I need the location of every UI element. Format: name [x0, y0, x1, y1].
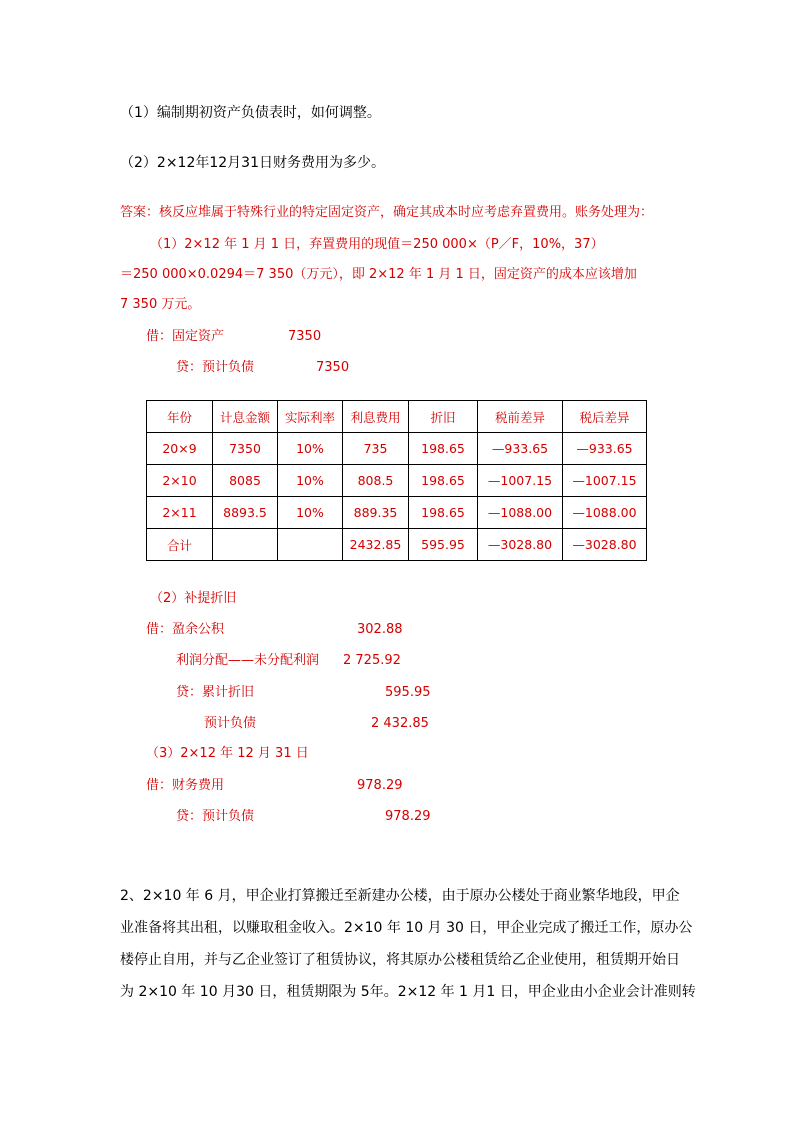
- table-cell: 889.35: [343, 497, 409, 529]
- answer-step1-line3: 7 350 万元。: [120, 297, 201, 312]
- table-cell: 198.65: [409, 497, 478, 529]
- step2-debit-amount: 302.88: [357, 622, 403, 637]
- step3-credit-label: 贷：预计负债: [176, 809, 255, 824]
- problem-2-paragraph: [120, 880, 696, 1008]
- table-cell: —1007.15: [563, 465, 647, 497]
- table-header: 年份: [147, 401, 213, 433]
- entry1-credit-label: 贷：预计负债: [176, 360, 255, 375]
- table-cell: 735: [343, 433, 409, 465]
- table-cell: [278, 529, 343, 561]
- table-cell: 2×10: [147, 465, 213, 497]
- step2-debit-label: 借：盈余公积: [146, 622, 225, 637]
- step2-debit2-amount: 2 725.92: [343, 653, 401, 668]
- table-cell: 7350: [213, 433, 278, 465]
- paragraph-line: 楼停止自用，并与乙企业签订了租赁协议，将其原办公楼租赁给乙企业使用，租赁期开始日: [120, 952, 680, 968]
- table-cell: 595.95: [409, 529, 478, 561]
- table-cell: 198.65: [409, 433, 478, 465]
- table-cell: 2432.85: [343, 529, 409, 561]
- step2-credit2-label: 预计负债: [204, 716, 257, 731]
- step3-debit-amount: 978.29: [357, 778, 403, 793]
- entry1-debit-label: 借：固定资产: [146, 329, 225, 344]
- step2-credit-label: 贷：累计折旧: [176, 685, 255, 700]
- table-header: 税后差异: [563, 401, 647, 433]
- table-row: [147, 433, 647, 465]
- table-cell: 198.65: [409, 465, 478, 497]
- table-cell: 8893.5: [213, 497, 278, 529]
- paragraph-line: 为 2×10 年 10 月30 日，租赁期限为 5年。2×12 年 1 月1 日，甲企业由小企业会计准则转: [120, 984, 696, 1000]
- step3-credit-amount: 978.29: [385, 809, 431, 824]
- table-cell: —3028.80: [478, 529, 563, 561]
- step2-debit2-label: 利润分配——未分配利润: [176, 653, 320, 668]
- step2-credit-amount: 595.95: [385, 685, 431, 700]
- table-header-row: [147, 401, 647, 433]
- answer-intro: 答案：核反应堆属于特殊行业的特定固定资产，确定其成本时应考虑弃置费用。账务处理为：: [120, 205, 654, 220]
- table-cell: —933.65: [563, 433, 647, 465]
- table-cell: [213, 529, 278, 561]
- table-cell: 808.5: [343, 465, 409, 497]
- question-1: （1）编制期初资产负债表时，如何调整。: [120, 105, 381, 121]
- table-cell: 合计: [147, 529, 213, 561]
- step3-debit-label: 借：财务费用: [146, 778, 225, 793]
- paragraph-line: 业准备将其出租，以赚取租金收入。2×10 年 10 月 30 日，甲企业完成了搬迁工作，原办公: [120, 920, 693, 936]
- table-cell: 10%: [278, 465, 343, 497]
- table-cell: —3028.80: [563, 529, 647, 561]
- table-total-row: [147, 529, 647, 561]
- entry1-debit-amount: 7350: [288, 329, 322, 344]
- table-header: 计息金额: [213, 401, 278, 433]
- step2-title: （2）补提折旧: [150, 591, 237, 606]
- table-cell: 20×9: [147, 433, 213, 465]
- table-cell: 2×11: [147, 497, 213, 529]
- table-header: 折旧: [409, 401, 478, 433]
- table-cell: —1007.15: [478, 465, 563, 497]
- table-cell: 10%: [278, 433, 343, 465]
- step3-title: （3）2×12 年 12 月 31 日: [146, 746, 309, 761]
- table-row: [147, 465, 647, 497]
- paragraph-line: 2、2×10 年 6 月，甲企业打算搬迁至新建办公楼，由于原办公楼处于商业繁华地段，甲企: [120, 888, 680, 904]
- table-cell: —1088.00: [478, 497, 563, 529]
- step2-credit2-amount: 2 432.85: [371, 716, 429, 731]
- entry1-credit-amount: 7350: [316, 360, 350, 375]
- table-cell: 8085: [213, 465, 278, 497]
- answer-step1-line1: （1）2×12 年 1 月 1 日，弃置费用的现值＝250 000×（P／F，10%，37）: [150, 237, 604, 252]
- table-cell: —1088.00: [563, 497, 647, 529]
- table-header: 税前差异: [478, 401, 563, 433]
- table-header: 实际利率: [278, 401, 343, 433]
- table-cell: 10%: [278, 497, 343, 529]
- question-2: （2）2×12年12月31日财务费用为多少。: [120, 155, 385, 171]
- table-cell: —933.65: [478, 433, 563, 465]
- table-row: [147, 497, 647, 529]
- answer-step1-line2: ＝250 000×0.0294＝7 350（万元），即 2×12 年 1 月 1 日，固定资产的成本应该增加: [120, 267, 637, 282]
- interest-depreciation-table: [146, 400, 647, 561]
- table-header: 利息费用: [343, 401, 409, 433]
